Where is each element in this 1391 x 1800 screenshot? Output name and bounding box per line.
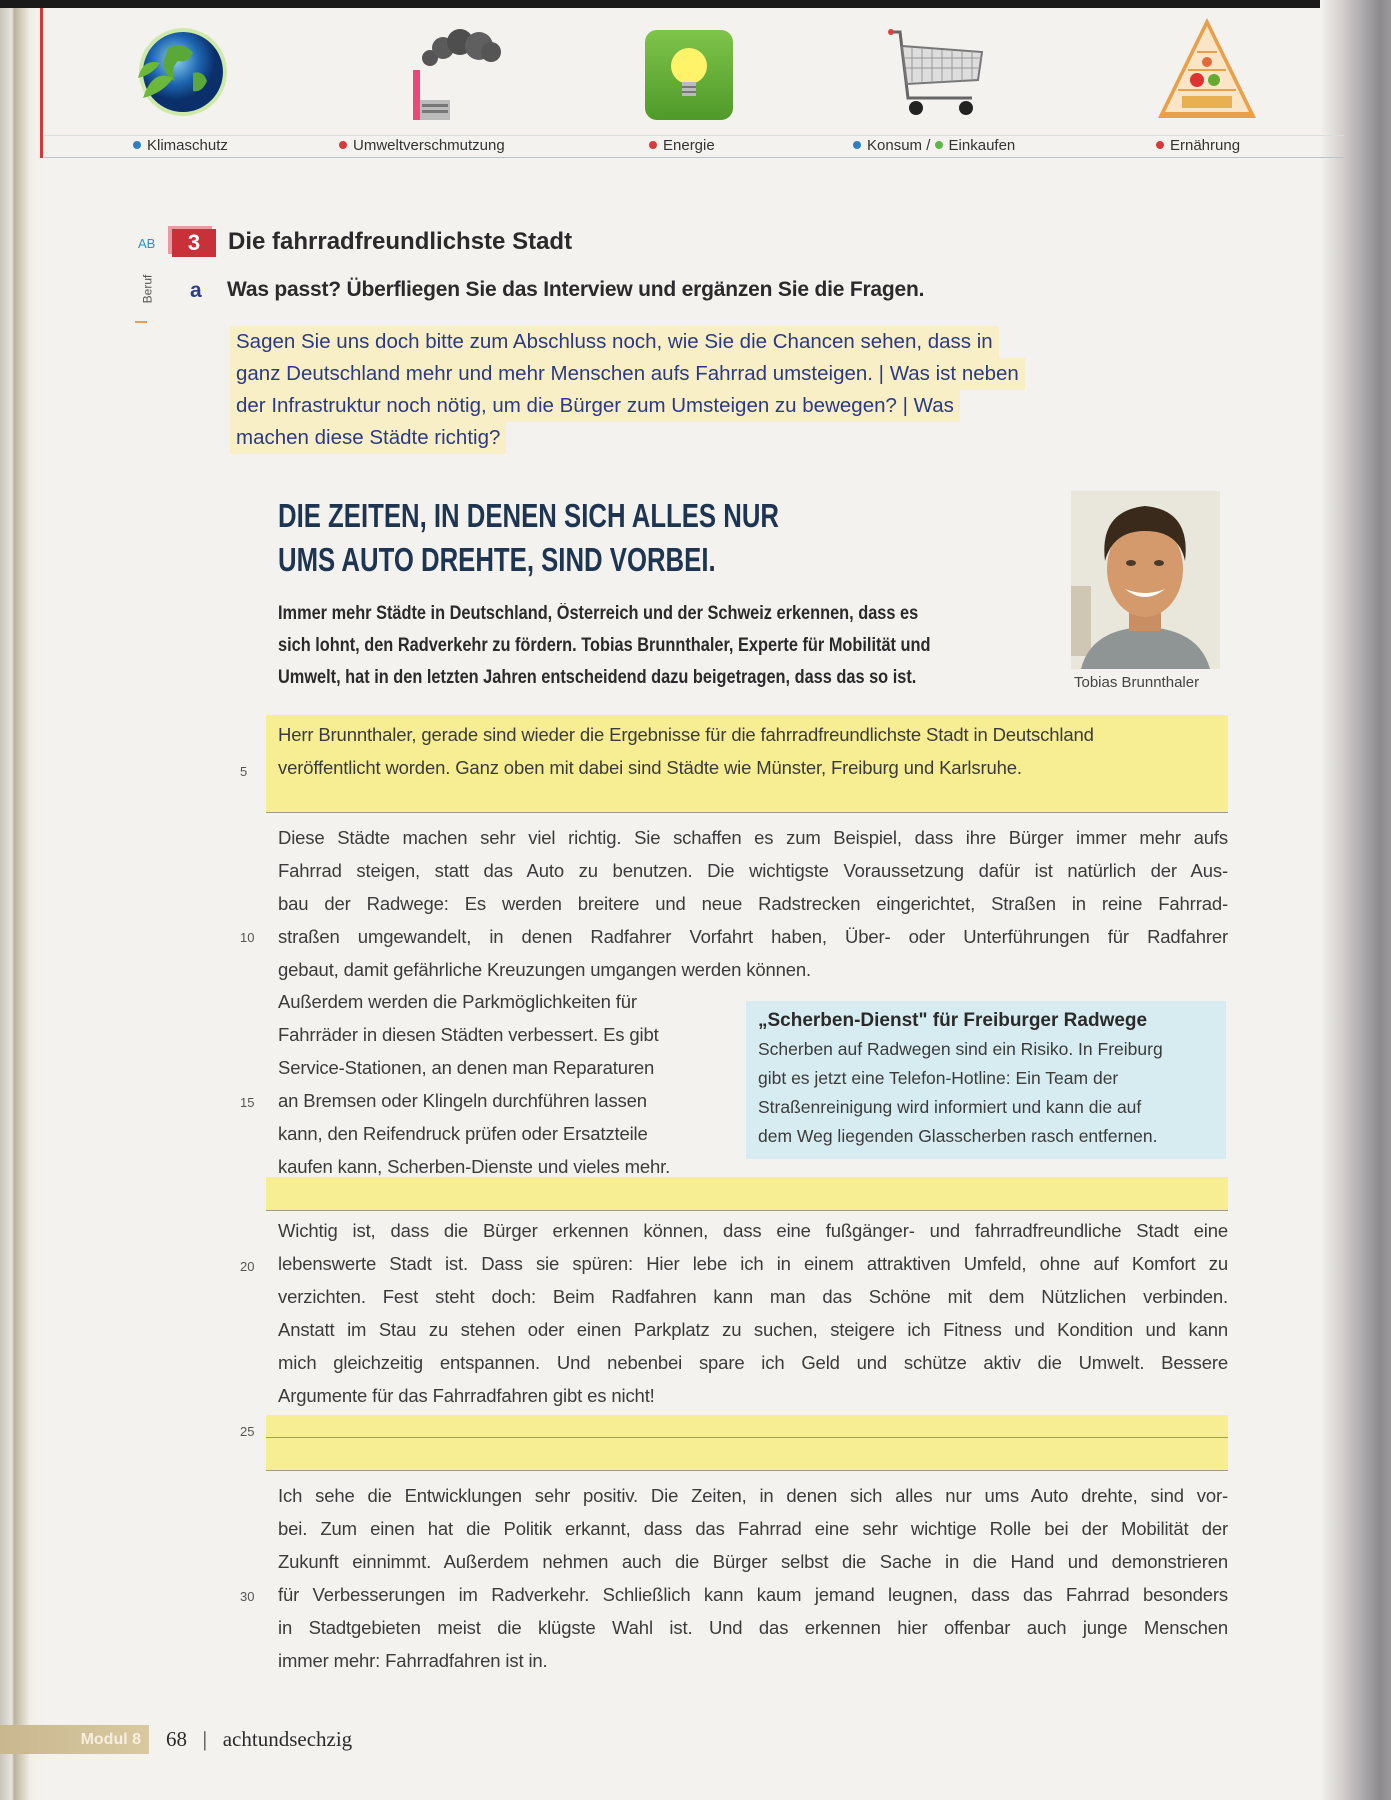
body-text-line: kann, den Reifendruck prüfen oder Ersatzteile (278, 1123, 648, 1144)
page-number (166, 1727, 352, 1752)
body-text-line: straßen umgewandelt, in denen Radfahrer Vorfahrt haben, Über- oder Unterführungen für Radfahrer (278, 926, 1228, 947)
light-bulb-icon (645, 30, 733, 120)
category-konsum-einkaufen (853, 137, 1015, 154)
intro-line: Immer mehr Städte in Deutschland, Österreich und der Schweiz erkennen, dass es (278, 603, 919, 624)
portrait-photo (1071, 491, 1220, 669)
bullet-icon (649, 141, 657, 149)
exercise-number: 3 (172, 229, 216, 257)
sidebox-line: gibt es jetzt eine Telefon-Hotline: Ein Team der (758, 1068, 1119, 1088)
interview-question-line: veröffentlicht worden. Ganz oben mit dabei sind Städte wie Münster, Freiburg und Karlsruhe. (278, 757, 1022, 778)
question-option-line: der Infrastruktur noch nötig, um die Bürger zum Umsteigen zu bewegen? | Was (230, 390, 960, 422)
interview-question-line: Herr Brunnthaler, gerade sind wieder die Ergebnisse für die fahrradfreundlichste Stadt in Deutschland (278, 724, 1094, 745)
body-text-line: immer mehr: Fahrradfahren ist in. (278, 1650, 548, 1671)
page-fold-shadow (1320, 0, 1391, 1800)
line-number: 20 (240, 1259, 255, 1274)
body-text-line: gebaut, damit gefährliche Kreuzungen umgangen werden können. (278, 959, 812, 980)
side-tag: Beruf (140, 274, 155, 304)
category-label: Klimaschutz (147, 137, 228, 154)
question-option-line: machen diese Städte richtig? (230, 422, 506, 454)
body-text-line: Fahrrad steigen, statt das Auto zu benutzen. Die wichtigste Voraussetzung dafür ist natürlich der Aus- (278, 860, 1228, 881)
body-text-line: Argumente für das Fahrradfahren gibt es nicht! (278, 1385, 655, 1406)
body-text-line: bei. Zum einen hat die Politik erkannt, dass das Fahrrad eine sehr wichtige Rolle bei der Mobilität der (278, 1518, 1228, 1539)
body-text-line: Service-Stationen, an denen man Reparaturen (278, 1057, 655, 1078)
exercise-title: Die fahrradfreundlichste Stadt (228, 228, 573, 255)
body-text-line: Fahrräder in diesen Städten verbessert. Es gibt (278, 1024, 659, 1045)
side-tag-accent (135, 321, 147, 323)
sidebox-title: „Scherben-Dienst" für Freiburger Radwege (758, 1010, 1148, 1031)
intro-line: sich lohnt, den Radverkehr zu fördern. Tobias Brunnthaler, Experte für Mobilität und (278, 635, 931, 656)
category-ernaehrung (1156, 137, 1240, 154)
food-pyramid-icon (1152, 14, 1262, 122)
question-option-line: Sagen Sie uns doch bitte zum Abschluss noch, wie Sie die Chancen sehen, dass in (230, 326, 999, 358)
line-number: 10 (240, 930, 255, 945)
task-letter: a (190, 279, 202, 302)
body-text-line: Zukunft einnimmt. Außerdem nehmen auch die Bürger selbst die Sache in die Hand und demonstrieren (278, 1551, 1228, 1572)
globe-icon (123, 18, 233, 126)
bullet-icon (935, 141, 943, 149)
heading-line: DIE ZEITEN, IN DENEN SICH ALLES NUR (278, 497, 780, 534)
category-label: Energie (663, 137, 715, 154)
spine-accent (40, 8, 43, 158)
category-klimaschutz (133, 137, 228, 154)
category-label: Konsum / (867, 137, 931, 154)
body-text-line: für Verbesserungen im Radverkehr. Schließlich kann kaum jemand leugnen, dass das Fahrrad besonders (278, 1584, 1228, 1605)
body-text-line: Außerdem werden die Parkmöglichkeiten für (278, 991, 637, 1012)
scan-top-edge (0, 0, 1391, 8)
question-option-line: ganz Deutschland mehr und mehr Menschen aufs Fahrrad umsteigen. | Was ist neben (230, 358, 1025, 390)
body-text-line: in Stadtgebieten meist die klügste Wahl ist. Und das erkennen hier offenbar auch junge Menschen (278, 1617, 1228, 1638)
body-text-line: Wichtig ist, dass die Bürger erkennen können, dass eine fußgänger- und fahrradfreundliche Stadt eine (278, 1220, 1228, 1241)
page-number-word: achtundsechzig (222, 1727, 353, 1751)
module-tab: Modul 8 (0, 1725, 149, 1754)
page-number-digits: 68 (166, 1727, 187, 1751)
factory-smoke-icon (405, 18, 515, 126)
line-number: 15 (240, 1095, 255, 1110)
line-number: 25 (240, 1424, 255, 1439)
category-energie (649, 137, 715, 154)
header-divider (44, 157, 1344, 158)
sidebox-line: Scherben auf Radwegen sind ein Risiko. In Freiburg (758, 1039, 1163, 1059)
answer-gap-box[interactable] (266, 1177, 1228, 1211)
category-label: Ernährung (1170, 137, 1241, 154)
category-label: Einkaufen (948, 137, 1016, 154)
line-number: 5 (240, 764, 248, 779)
article-heading (278, 494, 779, 582)
body-text-line: verzichten. Fest steht doch: Beim Radfahren kann man das Schöne mit dem Nützlichen verbinden. (278, 1286, 1228, 1307)
line-number: 30 (240, 1589, 255, 1604)
heading-line: UMS AUTO DREHTE, SIND VORBEI. (278, 541, 716, 578)
bullet-icon (339, 141, 347, 149)
category-umweltverschmutzung (339, 137, 505, 154)
body-text-line: Anstatt im Stau zu stehen oder einen Parkplatz zu suchen, steigere ich Fitness und Kondition und kann (278, 1319, 1228, 1340)
body-text-line: mich gleichzeitig entspannen. Und nebenbei spare ich Geld und schütze aktiv die Umwelt. Bessere (278, 1352, 1228, 1373)
page-separator: | (202, 1727, 207, 1751)
header-divider (44, 135, 1344, 136)
task-instruction: Was passt? Überfliegen Sie das Interview und ergänzen Sie die Fragen. (227, 278, 925, 301)
article-intro (278, 598, 930, 694)
bullet-icon (853, 141, 861, 149)
body-text-line: bau der Radwege: Es werden breitere und neue Radstrecken eingerichtet, Straßen in reine Fahrrad- (278, 893, 1228, 914)
body-text-line: an Bremsen oder Klingeln durchführen lassen (278, 1090, 647, 1111)
body-text-line: Ich sehe die Entwicklungen sehr positiv. Die Zeiten, in denen sich alles nur ums Auto drehte, sind vor- (278, 1485, 1228, 1506)
ab-reference: AB (138, 236, 156, 251)
photo-caption: Tobias Brunnthaler (1074, 674, 1200, 691)
shopping-cart-icon (882, 18, 992, 126)
bullet-icon (133, 141, 141, 149)
body-text-line: lebenswerte Stadt ist. Dass sie spüren: Hier lebe ich in einem attraktiven Umfeld, ohne auf Komfort zu (278, 1253, 1228, 1274)
intro-line: Umwelt, hat in den letzten Jahren entscheidend dazu beigetragen, dass das so ist. (278, 667, 917, 688)
body-text-line: Diese Städte machen sehr viel richtig. Sie schaffen es zum Beispiel, dass ihre Bürger immer mehr aufs (278, 827, 1228, 848)
body-text-line: kaufen kann, Scherben-Dienste und vieles mehr. (278, 1156, 671, 1177)
book-spine (0, 0, 44, 1800)
category-label: Umweltverschmutzung (353, 137, 505, 154)
answer-gap-box[interactable] (266, 1415, 1228, 1471)
sidebox-line: dem Weg liegenden Glasscherben rasch entfernen. (758, 1126, 1158, 1146)
bullet-icon (1156, 141, 1164, 149)
sidebox-line: Straßenreinigung wird informiert und kann die auf (758, 1097, 1142, 1117)
